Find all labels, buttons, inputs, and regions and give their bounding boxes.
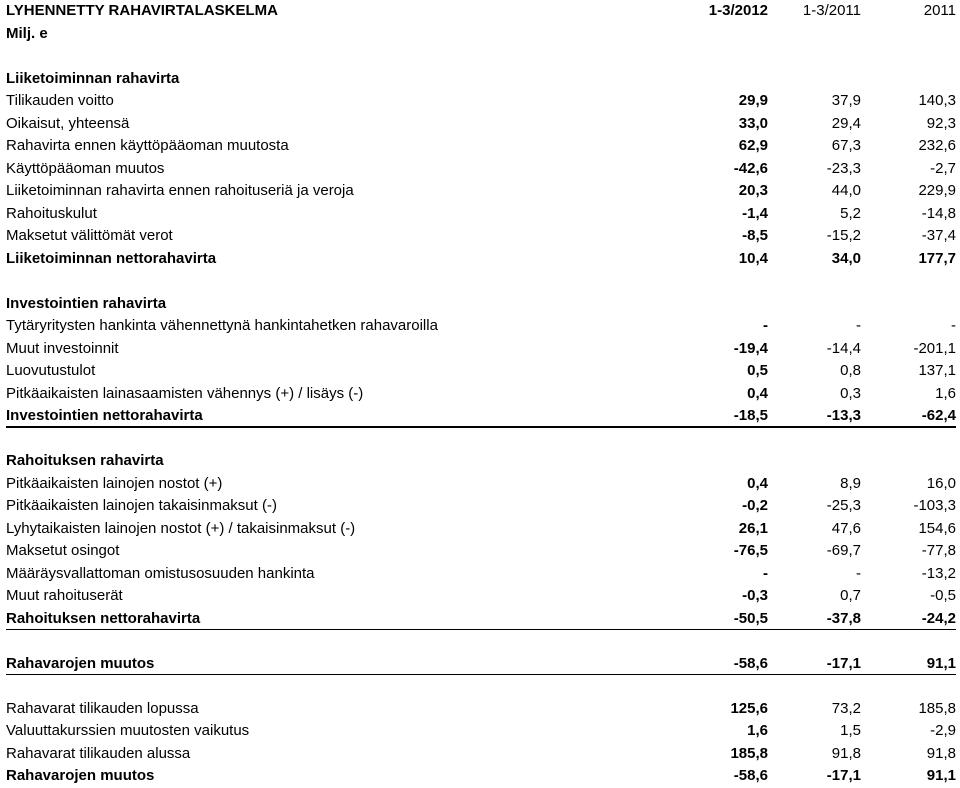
value-cell: 5,2	[840, 204, 861, 222]
value-cell: -13,3	[826, 407, 861, 424]
row-label: Tilikauden voitto	[6, 92, 114, 109]
value-cell: 91,1	[926, 654, 956, 672]
row-label: Rahavarojen muutos	[6, 767, 155, 784]
value-cell: 140,3	[918, 92, 956, 109]
row-label: Muut investoinnit	[6, 339, 119, 357]
value-cell: -13,2	[921, 564, 956, 582]
value-cell: -58,6	[733, 767, 768, 784]
row-label: Rahavarojen muutos	[6, 654, 155, 672]
value-cell: 62,9	[738, 137, 768, 154]
unit-label: Milj. e	[6, 24, 48, 42]
line-item-row	[6, 113, 956, 136]
value-cell: -2,7	[930, 159, 956, 177]
value-cell: -17,1	[826, 654, 861, 672]
value-cell: -76,5	[733, 542, 768, 559]
row-label: Lyhytaikaisten lainojen nostot (+) / takaisinmaksut (-)	[6, 519, 356, 537]
value-cell: -50,5	[733, 609, 768, 627]
value-cell: 0,7	[840, 587, 861, 604]
value-cell: 1,6	[935, 384, 956, 402]
total-underline	[6, 629, 956, 631]
value-cell: 10,4	[738, 249, 768, 267]
row-label: Rahavarat tilikauden alussa	[6, 744, 191, 762]
line-item-row	[6, 518, 956, 541]
value-cell: 20,3	[738, 182, 768, 199]
value-cell: 91,8	[926, 744, 956, 762]
value-cell: 1,6	[747, 722, 768, 739]
value-cell: -58,6	[733, 654, 768, 672]
value-cell: -62,4	[921, 407, 956, 424]
row-label: Liiketoiminnan nettorahavirta	[6, 249, 217, 267]
value-cell: -18,5	[733, 407, 768, 424]
value-cell: 185,8	[918, 699, 956, 717]
value-cell: -15,2	[826, 227, 861, 244]
value-cell: 16,0	[926, 474, 956, 492]
value-cell: 0,4	[747, 384, 768, 402]
value-cell: -201,1	[913, 339, 956, 357]
value-cell: 154,6	[918, 519, 956, 537]
row-label: Rahoituksen nettorahavirta	[6, 609, 201, 627]
row-label: Rahoituskulut	[6, 204, 97, 222]
value-cell: -	[763, 317, 768, 334]
value-cell: 229,9	[918, 182, 956, 199]
value-cell: 29,9	[738, 92, 768, 109]
value-cell: -14,8	[921, 204, 956, 222]
statement-title: LYHENNETTY RAHAVIRTALASKELMA	[6, 2, 278, 19]
total-row	[6, 653, 956, 676]
section-heading-row	[6, 68, 956, 91]
line-item-row	[6, 203, 956, 226]
value-cell: 26,1	[738, 519, 768, 537]
row-label: Rahavirta ennen käyttöpääoman muutosta	[6, 137, 289, 154]
section-heading: Liiketoiminnan rahavirta	[6, 69, 180, 87]
value-cell: -24,2	[921, 609, 956, 627]
line-item-row	[6, 158, 956, 181]
value-cell: -	[856, 564, 861, 582]
value-cell: -37,8	[826, 609, 861, 627]
total-underline	[6, 426, 956, 428]
value-cell: -	[856, 317, 861, 334]
value-cell: 92,3	[926, 114, 956, 132]
value-cell: -0,3	[742, 587, 768, 604]
row-label: Käyttöpääoman muutos	[6, 159, 165, 177]
line-item-row	[6, 383, 956, 406]
total-row	[6, 608, 956, 631]
row-label: Rahavarat tilikauden lopussa	[6, 699, 199, 717]
row-label: Määräysvallattoman omistusosuuden hankinta	[6, 564, 315, 582]
section-heading: Rahoituksen rahavirta	[6, 452, 164, 469]
value-cell: -17,1	[826, 767, 861, 784]
line-item-row	[6, 315, 956, 338]
value-cell: 33,0	[738, 114, 768, 132]
row-label: Maksetut välittömät verot	[6, 227, 173, 244]
row-label: Pitkäaikaisten lainasaamisten vähennys (+) / lisäys (-)	[6, 384, 364, 402]
line-item-row	[6, 540, 956, 563]
value-cell: 47,6	[831, 519, 861, 537]
value-cell: 185,8	[730, 744, 768, 762]
value-cell: -77,8	[921, 542, 956, 559]
column-header-3: 2011	[923, 2, 956, 19]
value-cell: -69,7	[826, 542, 861, 559]
value-cell: 1,5	[840, 722, 861, 739]
cash-flow-statement-table	[6, 0, 956, 788]
value-cell: -23,3	[826, 159, 861, 177]
value-cell: 29,4	[831, 114, 861, 132]
value-cell: 67,3	[831, 137, 861, 154]
total-underline	[6, 674, 956, 676]
value-cell: 91,1	[926, 767, 956, 784]
value-cell: 91,8	[831, 744, 861, 762]
value-cell: 177,7	[918, 249, 956, 267]
line-item-row	[6, 338, 956, 361]
section-heading: Investointien rahavirta	[6, 294, 167, 312]
line-item-row	[6, 563, 956, 586]
value-cell: -0,2	[742, 497, 768, 514]
value-cell: -8,5	[742, 227, 768, 244]
unit-row	[6, 23, 956, 46]
value-cell: -103,3	[913, 497, 956, 514]
line-item-row	[6, 90, 956, 113]
line-item-row	[6, 720, 956, 743]
value-cell: -25,3	[826, 497, 861, 514]
spacer	[6, 675, 956, 698]
line-item-row	[6, 225, 956, 248]
value-cell: 37,9	[831, 92, 861, 109]
spacer	[6, 428, 956, 451]
value-cell: -2,9	[930, 722, 956, 739]
row-label: Valuuttakurssien muutosten vaikutus	[6, 722, 250, 739]
row-label: Liiketoiminnan rahavirta ennen rahoituseriä ja veroja	[6, 182, 354, 199]
column-header-1: 1-3/2012	[708, 2, 768, 19]
header-row	[6, 0, 956, 23]
section-heading-row	[6, 293, 956, 316]
value-cell: 0,3	[840, 384, 861, 402]
row-label: Maksetut osingot	[6, 542, 120, 559]
line-item-row	[6, 698, 956, 721]
value-cell: 34,0	[831, 249, 861, 267]
value-cell: 137,1	[918, 362, 956, 379]
value-cell: -19,4	[733, 339, 768, 357]
value-cell: 125,6	[730, 699, 768, 717]
line-item-row	[6, 585, 956, 608]
value-cell: -1,4	[742, 204, 768, 222]
row-label: Investointien nettorahavirta	[6, 407, 203, 424]
line-item-row	[6, 473, 956, 496]
value-cell: 73,2	[831, 699, 861, 717]
spacer	[6, 270, 956, 293]
spacer	[6, 45, 956, 68]
value-cell: -	[951, 317, 956, 334]
value-cell: 232,6	[918, 137, 956, 154]
value-cell: 0,5	[747, 362, 768, 379]
total-row	[6, 765, 956, 788]
value-cell: 0,4	[747, 474, 768, 492]
section-heading-row	[6, 450, 956, 473]
line-item-row	[6, 180, 956, 203]
total-row	[6, 405, 956, 428]
value-cell: -14,4	[826, 339, 861, 357]
statement-body	[6, 68, 956, 788]
value-cell: -42,6	[733, 159, 768, 177]
row-label: Luovutustulot	[6, 362, 96, 379]
row-label: Pitkäaikaisten lainojen nostot (+)	[6, 474, 223, 492]
value-cell: 44,0	[831, 182, 861, 199]
row-label: Oikaisut, yhteensä	[6, 114, 130, 132]
row-label: Pitkäaikaisten lainojen takaisinmaksut (-)	[6, 497, 277, 514]
value-cell: -37,4	[921, 227, 956, 244]
row-label: Tytäryritysten hankinta vähennettynä hankintahetken rahavaroilla	[6, 317, 438, 334]
line-item-row	[6, 135, 956, 158]
total-row	[6, 248, 956, 271]
value-cell: -	[763, 564, 768, 582]
line-item-row	[6, 360, 956, 383]
value-cell: 0,8	[840, 362, 861, 379]
column-header-2: 1-3/2011	[802, 2, 861, 19]
value-cell: -0,5	[930, 587, 956, 604]
line-item-row	[6, 743, 956, 766]
spacer	[6, 630, 956, 653]
value-cell: 8,9	[840, 474, 861, 492]
line-item-row	[6, 495, 956, 518]
row-label: Muut rahoituserät	[6, 587, 123, 604]
